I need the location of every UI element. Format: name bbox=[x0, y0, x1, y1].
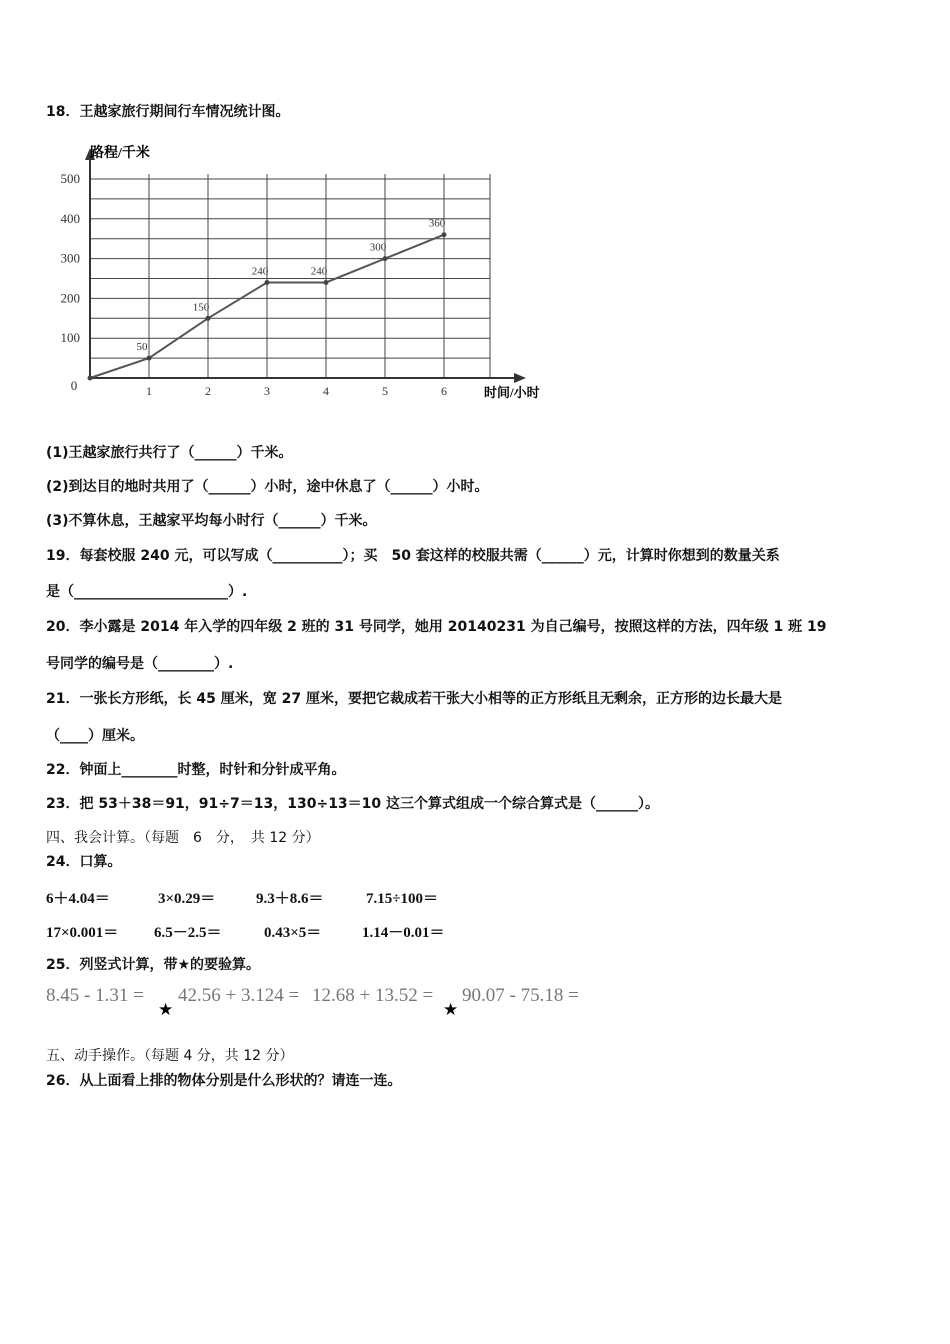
question-21-line-1: 21．一张长方形纸，长 45 厘米，宽 27 厘米，要把它裁成若干张大小相等的正方形纸且无剩余，正方形的边长最大是 bbox=[46, 691, 782, 707]
question-21-line-2: （____）厘米。 bbox=[46, 728, 144, 744]
question-20-line-1: 20．李小露是 2014 年入学的四年级 2 班的 31 号同学，她用 20140231 为自己编号，按照这样的方法，四年级 1 班 19 bbox=[46, 619, 827, 635]
vertical-calc-item: 42.56 + 3.124 = bbox=[178, 985, 300, 1006]
mental-calc-item: 17×0.001＝ bbox=[46, 925, 119, 941]
mental-calc-item: 7.15÷100＝ bbox=[366, 891, 438, 907]
data-point bbox=[383, 256, 388, 261]
origin-label: 0 bbox=[70, 378, 78, 393]
data-label: 50 bbox=[136, 341, 148, 354]
chart-axes bbox=[85, 148, 526, 383]
mental-calc-item: 3×0.29＝ bbox=[158, 891, 216, 907]
x-tick-label: 2 bbox=[205, 384, 211, 398]
question-25-title: 25．列竖式计算，带★的要验算。 bbox=[46, 957, 261, 973]
question-23: 23．把 53＋38＝91，91÷7＝13，130÷13＝10 这三个算式组成一个综合算式是（______）。 bbox=[46, 796, 660, 812]
travel-line-chart bbox=[44, 140, 564, 410]
question-18-part-3: (3)不算休息，王越家平均每小时行（______）千米。 bbox=[46, 513, 377, 529]
x-tick-label: 1 bbox=[146, 384, 152, 398]
x-tick-label: 3 bbox=[264, 384, 270, 398]
question-26: 26．从上面看上排的物体分别是什么形状的？请连一连。 bbox=[46, 1073, 402, 1089]
question-19-line-1: 19．每套校服 240 元，可以写成（__________）；买 50 套这样的校服共需（______）元，计算时你想到的数量关系 bbox=[46, 548, 780, 564]
chart-y-axis-label: 路程/千米 bbox=[90, 146, 150, 161]
data-point bbox=[147, 356, 152, 361]
question-24-title: 24．口算。 bbox=[46, 854, 122, 870]
star-icon: ★ bbox=[443, 1000, 459, 1020]
x-tick-label: 6 bbox=[441, 384, 447, 398]
question-18-part-1: (1)王越家旅行共行了（______）千米。 bbox=[46, 445, 293, 461]
mental-calc-item: 9.3＋8.6＝ bbox=[256, 891, 324, 907]
question-19-line-2: 是（______________________）. bbox=[46, 584, 248, 600]
vertical-calc-item: 8.45 - 1.31 = bbox=[46, 985, 144, 1006]
question-22: 22．钟面上________时整，时针和分针成平角。 bbox=[46, 762, 346, 778]
question-18-part-2: (2)到达目的地时共用了（______）小时，途中休息了（______）小时。 bbox=[46, 479, 489, 495]
chart-x-axis-label: 时间/小时 bbox=[484, 385, 540, 400]
mental-calc-item: 1.14－0.01＝ bbox=[362, 925, 445, 941]
data-label: 240 bbox=[310, 265, 328, 278]
x-tick-label: 4 bbox=[323, 384, 329, 398]
mental-calc-item: 6＋4.04＝ bbox=[46, 891, 110, 907]
data-label: 240 bbox=[251, 265, 269, 278]
mental-calc-item: 0.43×5＝ bbox=[264, 925, 322, 941]
vertical-calc-item: 12.68 + 13.52 = bbox=[312, 985, 434, 1006]
data-point bbox=[265, 280, 270, 285]
y-tick-label: 500 bbox=[60, 171, 80, 186]
data-point bbox=[442, 232, 447, 237]
data-point bbox=[324, 280, 329, 285]
x-axis-arrow bbox=[514, 373, 526, 383]
y-tick-label: 200 bbox=[60, 290, 80, 306]
chart-ticks bbox=[61, 171, 448, 398]
y-tick-label: 300 bbox=[60, 250, 80, 266]
mental-calc-item: 6.5－2.5＝ bbox=[154, 925, 222, 941]
question-20-line-2: 号同学的编号是（________）. bbox=[46, 656, 234, 672]
question-18-title: 18．王越家旅行期间行车情况统计图。 bbox=[46, 104, 290, 120]
chart-grid bbox=[90, 174, 490, 378]
x-tick-label: 5 bbox=[382, 384, 388, 398]
vertical-calc-item: 90.07 - 75.18 = bbox=[462, 985, 579, 1006]
section-4-heading: 四、我会计算。（每题 6 分， 共 12 分） bbox=[46, 830, 320, 846]
data-point bbox=[206, 316, 211, 321]
data-label: 150 bbox=[192, 301, 210, 314]
data-point bbox=[88, 376, 93, 381]
data-label: 360 bbox=[428, 217, 446, 230]
data-label: 300 bbox=[369, 241, 387, 254]
y-tick-label: 400 bbox=[60, 210, 80, 226]
star-icon: ★ bbox=[158, 1000, 174, 1020]
section-5-heading: 五、动手操作。（每题 4 分，共 12 分） bbox=[46, 1048, 294, 1064]
y-tick-label: 100 bbox=[60, 330, 80, 346]
